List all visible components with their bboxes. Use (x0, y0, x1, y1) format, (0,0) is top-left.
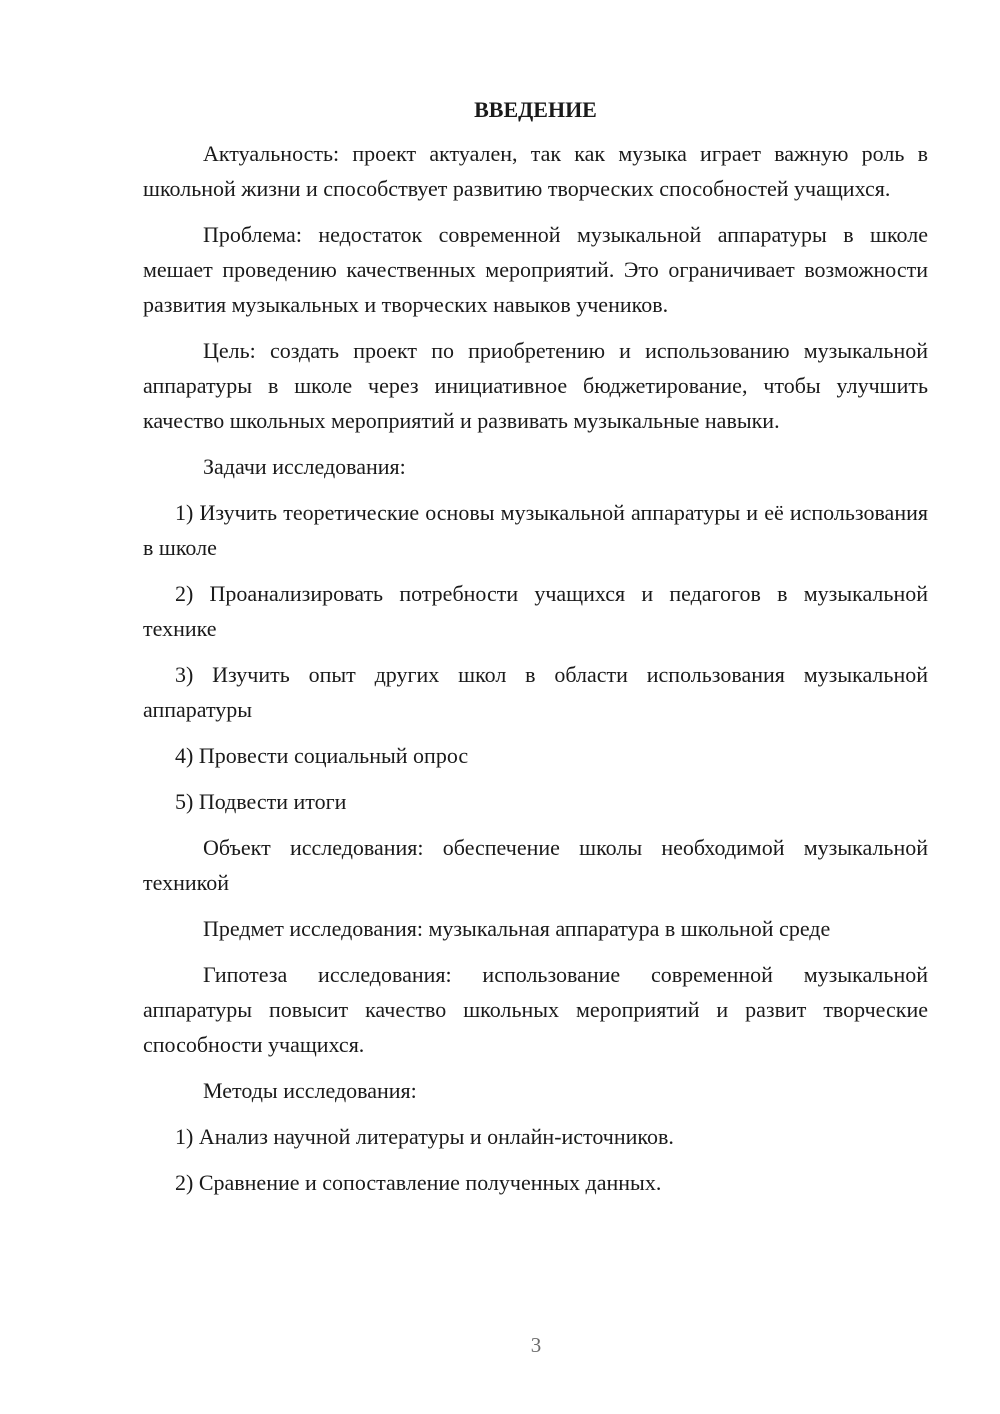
method-item-2: 2) Сравнение и сопоставление полученных данных. (175, 1170, 662, 1195)
tasks-title: Задачи исследования: (203, 454, 406, 479)
task-item-1: 1) Изучить теоретические основы музыкальной аппаратуры и её использования в школе (143, 500, 928, 560)
method-item-1: 1) Анализ научной литературы и онлайн-источников. (175, 1124, 674, 1149)
task-item-3: 3) Изучить опыт других школ в области использования музыкальной аппаратуры (143, 662, 928, 722)
page-number: 3 (530, 1333, 542, 1357)
hypothesis-paragraph: Гипотеза исследования: использование современной музыкальной аппаратуры повысит качество школьных мероприятий и развит творческие способности учащихся. (143, 962, 928, 1057)
task-item-5: 5) Подвести итоги (175, 789, 347, 814)
task-item-2: 2) Проанализировать потребности учащихся и педагогов в музыкальной технике (143, 581, 928, 641)
document-page (143, 92, 928, 1211)
goal-paragraph: Цель: создать проект по приобретению и использованию музыкальной аппаратуры в школе через инициативное бюджетирование, чтобы улучшить качество школьных мероприятий и развивать музыкальные навыки. (143, 338, 928, 433)
task-item-4: 4) Провести социальный опрос (175, 743, 469, 768)
subject-paragraph: Предмет исследования: музыкальная аппаратура в школьной среде (203, 916, 831, 941)
page-title: ВВЕДЕНИЕ (474, 97, 597, 122)
relevance-paragraph: Актуальность: проект актуален, так как музыка играет важную роль в школьной жизни и способствует развитию творческих способностей учащихся. (143, 141, 928, 201)
problem-paragraph: Проблема: недостаток современной музыкальной аппаратуры в школе мешает проведению качественных мероприятий. Это ограничивает возможности развития музыкальных и творческих навыков учеников. (143, 222, 928, 317)
object-paragraph: Объект исследования: обеспечение школы необходимой музыкальной техникой (143, 835, 928, 895)
methods-title: Методы исследования: (203, 1078, 417, 1103)
